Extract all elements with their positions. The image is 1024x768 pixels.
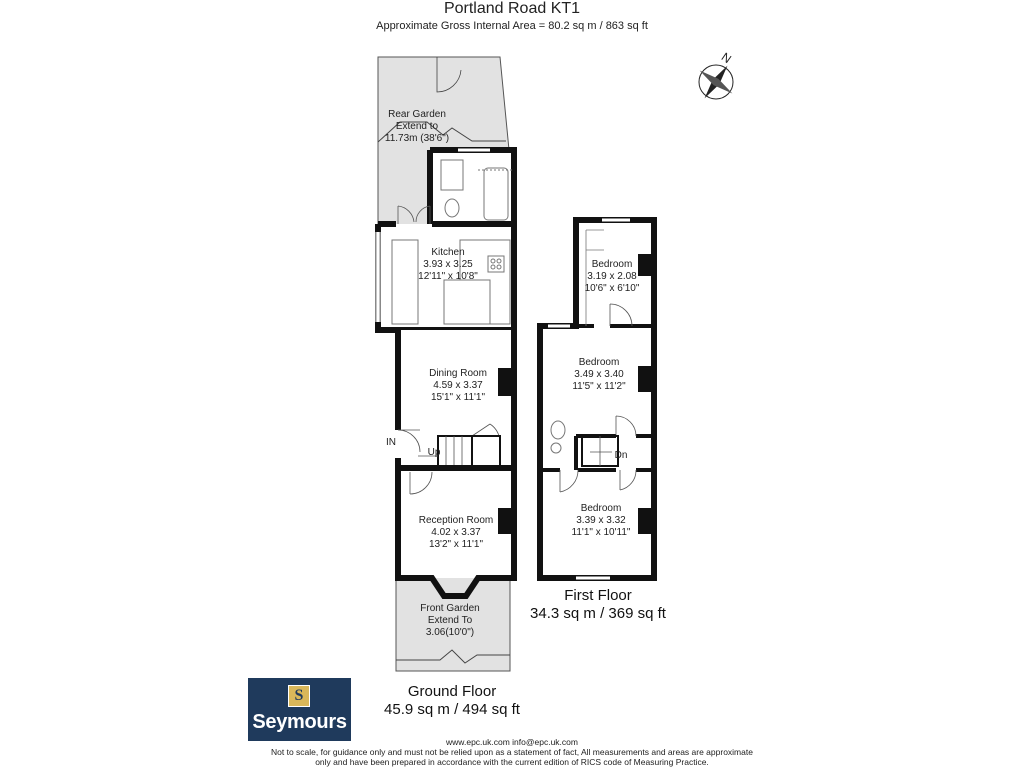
logo-text: Seymours bbox=[252, 711, 347, 733]
plan-subtitle: Approximate Gross Internal Area = 80.2 sq m / 863 sq ft bbox=[376, 20, 648, 32]
reception-room-label: Reception Room 4.02 x 3.37 13'2" x 11'1" bbox=[418, 515, 494, 550]
first-floor-heading: First Floor 34.3 sq m / 369 sq ft bbox=[530, 587, 666, 622]
disclaimer: Not to scale, for guidance only and must not be relied upon as a statement of fact, All measurements and areas are approximate only and have been prepared in accordance with the current edition of RICS code of Measuring Practice. bbox=[271, 747, 753, 767]
contact-info: www.epc.uk.com info@epc.uk.com bbox=[446, 737, 578, 747]
compass-north-label: N bbox=[718, 49, 734, 67]
rear-garden-label: Rear Garden Extend to 11.73m (38'6") bbox=[384, 109, 450, 144]
dining-room-label: Dining Room 4.59 x 3.37 15'1" x 11'1" bbox=[429, 368, 487, 403]
bedroom-middle-label: Bedroom 3.49 x 3.40 11'5" x 11'2" bbox=[572, 357, 626, 392]
stairs-up-label: Up bbox=[427, 447, 441, 458]
entrance-label: IN bbox=[386, 437, 396, 448]
logo-badge: S bbox=[288, 685, 310, 707]
kitchen-label: Kitchen 3.93 x 3.25 12'11" x 10'8" bbox=[418, 247, 478, 282]
seymours-logo bbox=[248, 678, 351, 741]
north-arrow-icon bbox=[697, 63, 734, 100]
ground-floor-heading: Ground Floor 45.9 sq m / 494 sq ft bbox=[384, 683, 520, 718]
stairs-down-label: Dn bbox=[614, 450, 628, 461]
bedroom-small-label: Bedroom 3.19 x 2.08 10'6" x 6'10" bbox=[584, 259, 640, 294]
bedroom-front-label: Bedroom 3.39 x 3.32 11'1" x 10'11" bbox=[571, 503, 631, 538]
plan-title: Portland Road KT1 bbox=[443, 0, 581, 17]
front-garden-label: Front Garden Extend To 3.06(10'0") bbox=[420, 603, 480, 638]
